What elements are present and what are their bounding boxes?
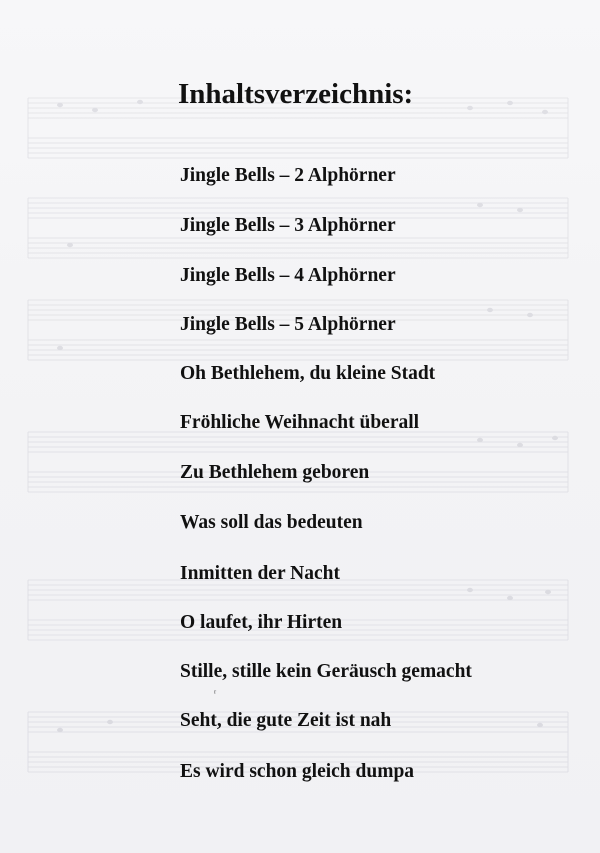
toc-entry: Zu Bethlehem geboren [180,462,370,483]
toc-entry: Jingle Bells – 3 Alphörner [180,215,396,236]
toc-entry: Fröhliche Weihnacht überall [180,412,420,433]
toc-entry: Was soll das bedeuten [180,512,363,533]
toc-entry: Seht, die gute Zeit ist nah [180,710,392,731]
page-title: Inhaltsverzeichnis: [178,78,414,110]
toc-entry: Stille, stille kein Geräusch gemacht [180,661,472,682]
toc-entry: Jingle Bells – 4 Alphörner [180,265,396,286]
toc-entry: Jingle Bells – 2 Alphörner [180,165,396,186]
toc-entry: O laufet, ihr Hirten [180,612,343,633]
speck-mark: ʳ [214,688,217,699]
toc-entry: Es wird schon gleich dumpa [180,761,415,782]
toc-entry: Inmitten der Nacht [180,563,340,584]
toc-entry: Jingle Bells – 5 Alphörner [180,314,396,335]
toc-entry: Oh Bethlehem, du kleine Stadt [180,363,436,384]
